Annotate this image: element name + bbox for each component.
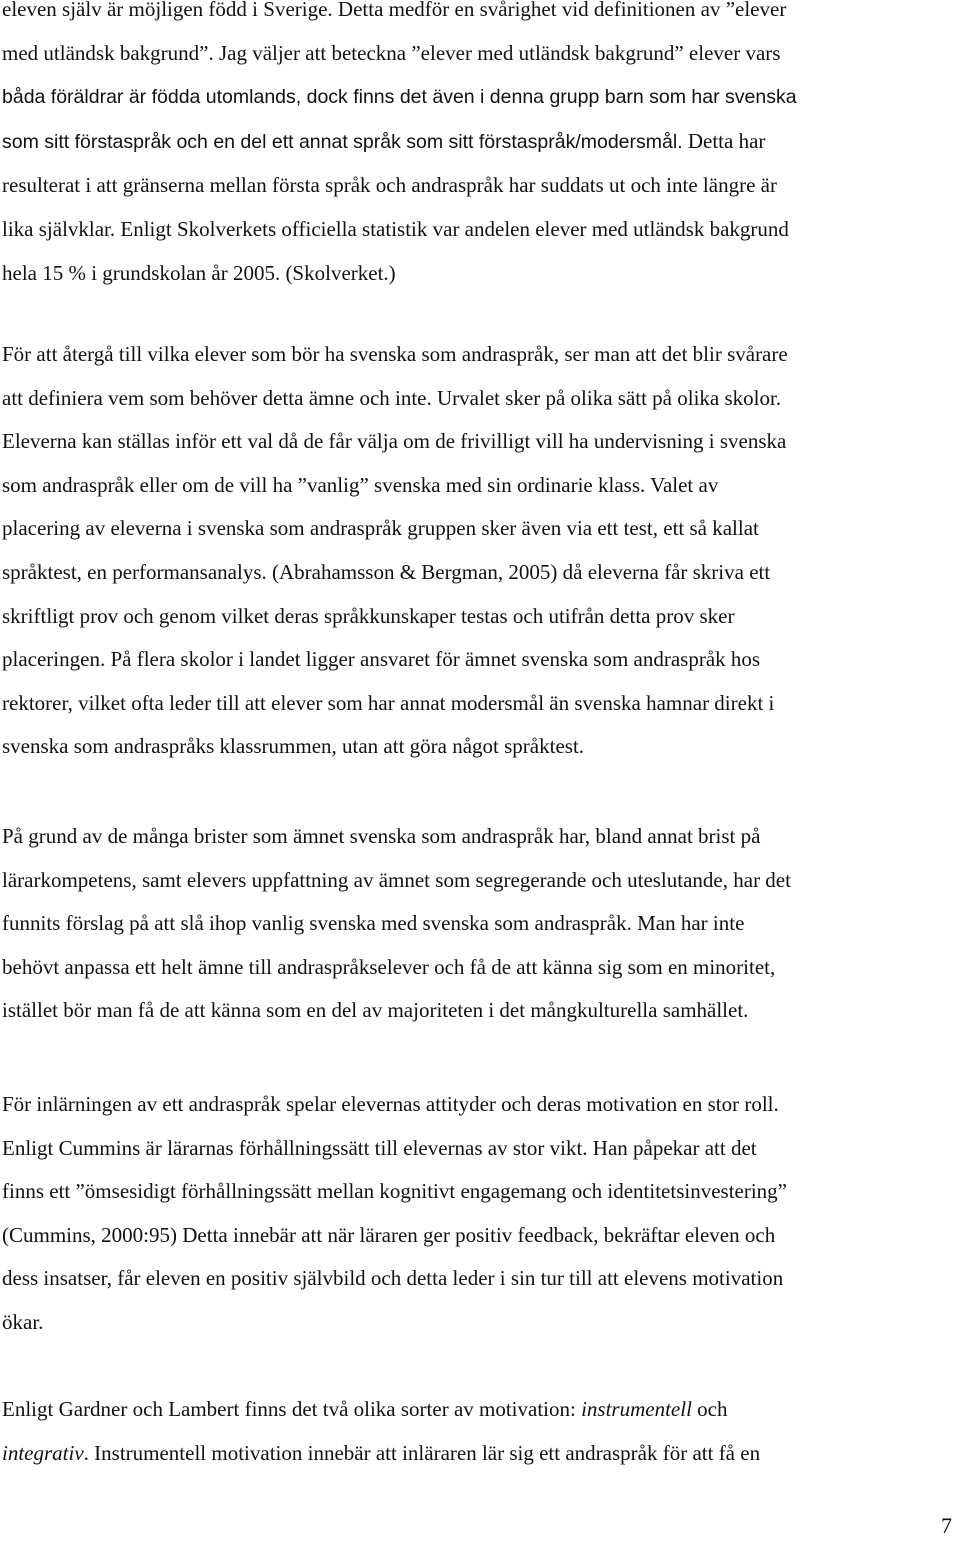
text-line bbox=[2, 946, 952, 990]
text-segment: språktest, en performansanalys. (Abrahamsson & Bergman, 2005) då eleverna får skriva ett bbox=[2, 559, 771, 584]
text-line bbox=[2, 507, 952, 551]
text-line bbox=[2, 0, 952, 32]
text-line bbox=[2, 120, 952, 165]
text-line bbox=[2, 989, 952, 1033]
text-line bbox=[2, 420, 952, 464]
text-segment: resulterat i att gränserna mellan första språk och andraspråk har suddats ut och inte längre är bbox=[2, 173, 777, 198]
text-segment: som sitt förstaspråk och en del ett annat språk som sitt förstaspråk/modersmål. bbox=[2, 130, 683, 153]
text-line bbox=[2, 1301, 952, 1345]
text-line bbox=[2, 1083, 952, 1127]
text-segment: Eleverna kan ställas inför ett val då de får välja om de frivilligt vill ha undervisning i svenska bbox=[2, 429, 787, 454]
text-segment: istället bör man få de att känna som en del av majoriteten i det mångkulturella samhället. bbox=[2, 998, 749, 1023]
text-segment: Enligt Gardner och Lambert finns det två olika sorter av motivation: bbox=[2, 1397, 582, 1421]
text-line bbox=[2, 551, 952, 595]
text-line bbox=[2, 638, 952, 682]
text-segment: Detta har bbox=[682, 128, 766, 153]
text-line bbox=[2, 1388, 952, 1432]
paragraph-4 bbox=[2, 1083, 952, 1345]
text-line bbox=[2, 682, 952, 726]
paragraph-5 bbox=[2, 1388, 952, 1475]
text-line bbox=[2, 595, 952, 639]
paragraph-1 bbox=[2, 0, 952, 295]
text-segment: finns ett ”ömsesidigt förhållningssätt mellan kognitivt engagemang och identitetsinvestering” bbox=[2, 1179, 787, 1204]
paragraph-2 bbox=[2, 333, 952, 769]
text-line bbox=[2, 464, 952, 508]
text-segment: Enligt Cummins är lärarnas förhållningssätt till elevernas av stor vikt. Han påpekar att det bbox=[2, 1135, 757, 1160]
text-line bbox=[2, 252, 952, 296]
text-line bbox=[2, 75, 952, 120]
text-line bbox=[2, 164, 952, 208]
text-segment: (Cummins, 2000:95) Detta innebär att när läraren ger positiv feedback, bekräftar eleven och bbox=[2, 1222, 776, 1247]
text-line bbox=[2, 725, 952, 769]
text-segment: . Instrumentell motivation innebär att inläraren lär sig ett andraspråk för att få en bbox=[83, 1440, 761, 1465]
text-segment: att definiera vem som behöver detta ämne och inte. Urvalet sker på olika sätt på olika skolor. bbox=[2, 385, 782, 410]
text-segment: funnits förslag på att slå ihop vanlig svenska med svenska som andraspråk. Man har inte bbox=[2, 911, 745, 936]
text-line bbox=[2, 377, 952, 421]
text-segment: eleven själv är möjligen född i Sverige. Detta medför en svårighet vid definitionen av ”elever bbox=[2, 0, 787, 21]
text-segment: ökar. bbox=[2, 1309, 44, 1334]
text-segment: För att återgå till vilka elever som bör ha svenska som andraspråk, ser man att det blir svårare bbox=[2, 342, 788, 366]
text-segment: båda föräldrar är födda utomlands, dock finns det även i denna grupp barn som har svenska bbox=[2, 86, 797, 109]
text-segment: rektorer, vilket ofta leder till att elever som har annat modersmål än svenska hamnar direkt i bbox=[2, 690, 775, 715]
page-number: 7 bbox=[941, 1513, 952, 1538]
text-segment: med utländsk bakgrund”. Jag väljer att beteckna ”elever med utländsk bakgrund” elever vars bbox=[2, 40, 781, 65]
text-line bbox=[2, 32, 952, 76]
text-segment: För inlärningen av ett andraspråk spelar elevernas attityder och deras motivation en stor roll. bbox=[2, 1092, 779, 1116]
text-line bbox=[2, 815, 952, 859]
text-line bbox=[2, 1170, 952, 1214]
text-segment: som andraspråk eller om de vill ha ”vanlig” svenska med sin ordinarie klass. Valet av bbox=[2, 472, 719, 497]
text-segment: hela 15 % i grundskolan år 2005. (Skolverket.) bbox=[2, 260, 396, 285]
text-segment: skriftligt prov och genom vilket deras språkkunskaper testas och utifrån detta prov sker bbox=[2, 603, 735, 628]
text-segment: dess insatser, får eleven en positiv självbild och detta leder i sin tur till att elevens motivation bbox=[2, 1266, 784, 1291]
text-line bbox=[2, 1432, 952, 1476]
text-segment: behövt anpassa ett helt ämne till andraspråkselever och få de att känna sig som en minoritet, bbox=[2, 954, 776, 979]
text-segment: På grund av de många brister som ämnet svenska som andraspråk har, bland annat brist på bbox=[2, 824, 761, 848]
text-line bbox=[2, 1127, 952, 1171]
text-segment: svenska som andraspråks klassrummen, utan att göra något språktest. bbox=[2, 734, 585, 759]
text-line bbox=[2, 1257, 952, 1301]
paragraph-3 bbox=[2, 815, 952, 1033]
text-line bbox=[2, 208, 952, 252]
italic-term: integrativ bbox=[2, 1440, 84, 1465]
text-line bbox=[2, 333, 952, 377]
text-line bbox=[2, 902, 952, 946]
text-segment: placering av eleverna i svenska som andraspråk gruppen sker även via ett test, ett så kallat bbox=[2, 516, 759, 541]
text-segment: lika självklar. Enligt Skolverkets officiella statistik var andelen elever med utländsk bakgrund bbox=[2, 216, 789, 241]
text-line bbox=[2, 859, 952, 903]
text-segment: och bbox=[691, 1397, 728, 1421]
text-segment: placeringen. På flera skolor i landet ligger ansvaret för ämnet svenska som andraspråk hos bbox=[2, 647, 761, 672]
text-segment: lärarkompetens, samt elevers uppfattning av ämnet som segregerande och uteslutande, har det bbox=[2, 867, 791, 892]
italic-term: instrumentell bbox=[581, 1397, 692, 1421]
text-line bbox=[2, 1214, 952, 1258]
